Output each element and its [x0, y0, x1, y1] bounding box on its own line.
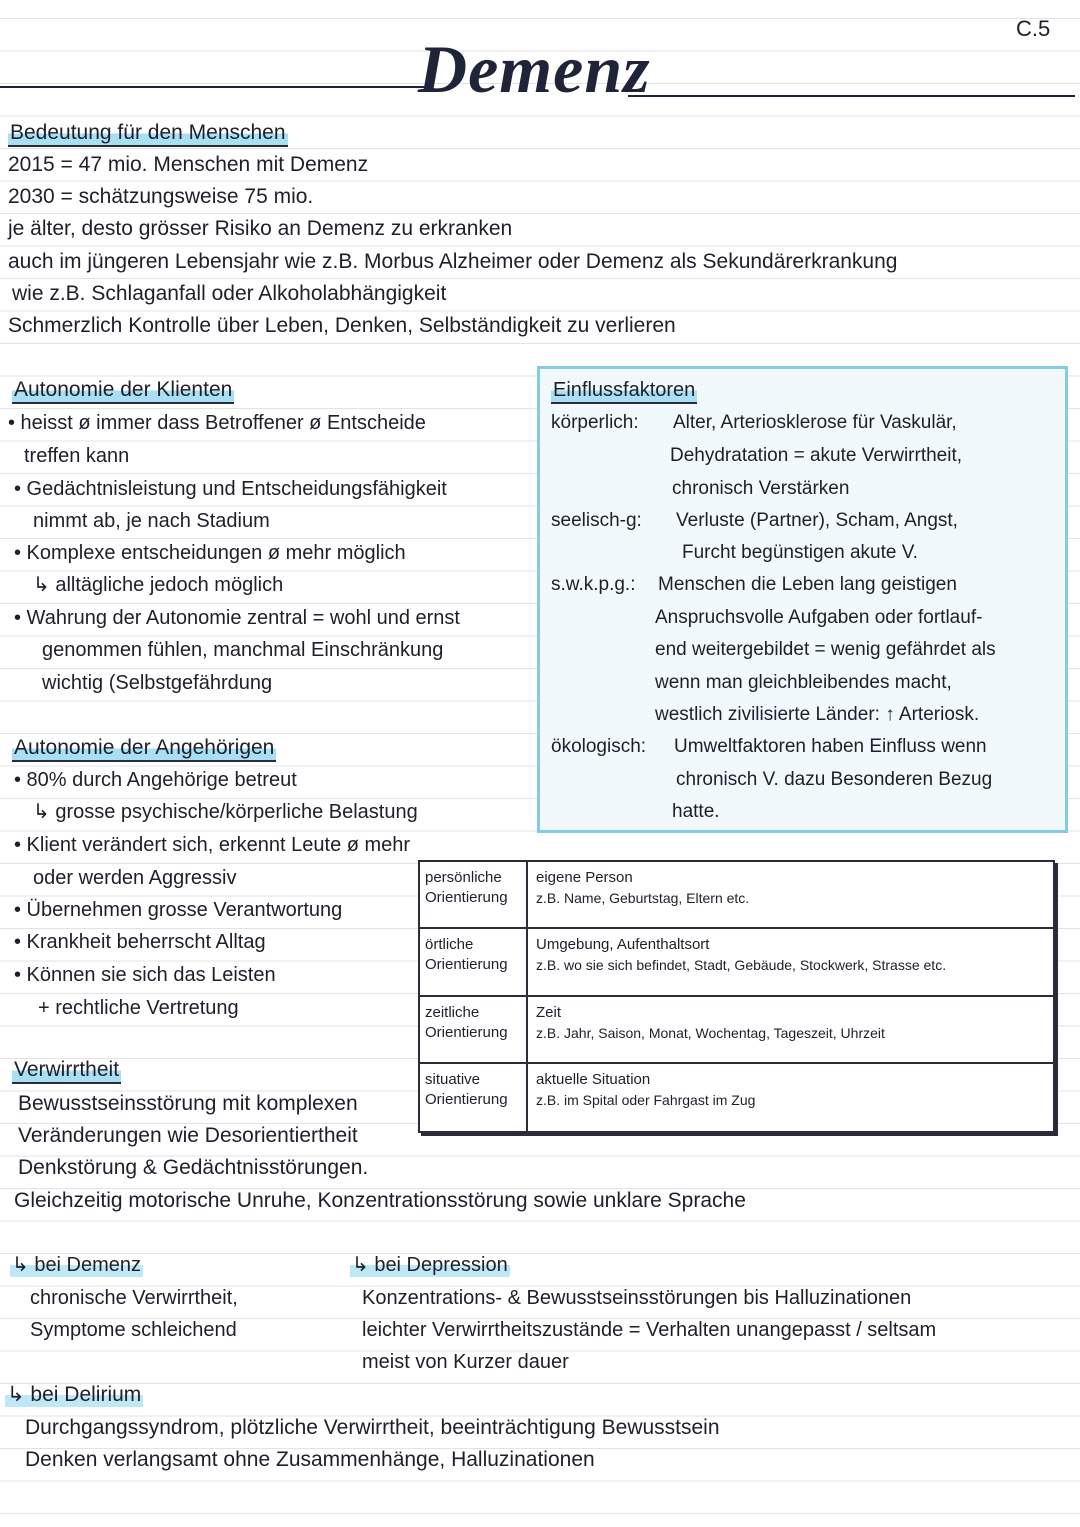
- text-line: Gleichzeitig motorische Unruhe, Konzentrationsstörung sowie unklare Sprache: [14, 1189, 746, 1212]
- list-item-continuation: treffen kann: [24, 445, 130, 467]
- factor-line: chronisch Verstärken: [672, 478, 850, 499]
- section-heading: Einflussfaktoren: [551, 378, 697, 404]
- orientation-type: örtliche: [425, 936, 474, 954]
- list-item: • heisst ø immer dass Betroffener ø Entscheide: [8, 412, 426, 434]
- orientation-word: Orientierung: [425, 956, 508, 974]
- section-heading: Verwirrtheit: [12, 1058, 121, 1084]
- subsection-heading: ↳ bei Demenz: [12, 1254, 142, 1276]
- text-line: Veränderungen wie Desorientiertheit: [18, 1124, 358, 1147]
- table-row-label: [420, 862, 528, 929]
- factor-label: körperlich:: [551, 412, 639, 433]
- list-item: • 80% durch Angehörige betreut: [14, 769, 297, 791]
- orientation-title: Umgebung, Aufenthaltsort: [536, 936, 710, 954]
- text-line: meist von Kurzer dauer: [362, 1351, 569, 1373]
- list-item: • Übernehmen grosse Verantwortung: [14, 899, 343, 921]
- orientation-word: Orientierung: [425, 1023, 508, 1041]
- subsection-heading: ↳ bei Depression: [352, 1254, 508, 1276]
- table-row-label: [420, 1064, 528, 1131]
- orientation-example: z.B. wo sie sich befindet, Stadt, Gebäude, Stockwerk, Strasse etc.: [536, 957, 947, 974]
- text-line: Konzentrations- & Bewusstseinsstörungen bis Halluzinationen: [362, 1287, 912, 1309]
- orientation-word: Orientierung: [425, 1090, 508, 1108]
- orientation-example: z.B. im Spital oder Fahrgast im Zug: [536, 1091, 756, 1108]
- factor-line: Umweltfaktoren haben Einfluss wenn: [674, 736, 987, 757]
- title-rule-right: [628, 95, 1075, 97]
- factor-line: Anspruchsvolle Aufgaben oder fortlauf-: [655, 607, 983, 628]
- factor-line: westlich zivilisierte Länder: ↑ Arteriosk.: [655, 704, 980, 725]
- subsection-heading: ↳ bei Delirium: [7, 1383, 142, 1406]
- text-line: auch im jüngeren Lebensjahr wie z.B. Morbus Alzheimer oder Demenz als Sekundärerkrankung: [8, 250, 898, 273]
- list-item-continuation: nimmt ab, je nach Stadium: [33, 510, 270, 532]
- factor-line: chronisch V. dazu Besonderen Bezug: [676, 769, 993, 790]
- factor-line: Verluste (Partner), Scham, Angst,: [676, 510, 958, 531]
- list-item-continuation: wichtig (Selbstgefährdung: [42, 672, 273, 694]
- table-row-label: [420, 997, 528, 1064]
- text-line: Denkstörung & Gedächtnisstörungen.: [18, 1156, 369, 1179]
- list-item-continuation: genommen fühlen, manchmal Einschränkung: [42, 639, 444, 661]
- table-row-content: [528, 997, 1053, 1064]
- list-item: • Komplexe entscheidungen ø mehr möglich: [14, 542, 406, 564]
- text-line: Denken verlangsamt ohne Zusammenhänge, Halluzinationen: [25, 1448, 595, 1471]
- list-item: • Gedächtnisleistung und Entscheidungsfähigkeit: [14, 478, 447, 500]
- factor-line: end weitergebildet = wenig gefährdet als: [655, 639, 996, 660]
- page-label: C.5: [1016, 16, 1051, 41]
- orientation-title: eigene Person: [536, 869, 633, 886]
- list-item: • Können sie sich das Leisten: [14, 964, 276, 986]
- text-line: leichter Verwirrtheitszustände = Verhalten unangepasst / seltsam: [362, 1319, 937, 1341]
- factor-line: hatte.: [672, 801, 720, 822]
- factor-line: Menschen die Leben lang geistigen: [658, 574, 957, 595]
- text-line: Durchgangssyndrom, plötzliche Verwirrtheit, beeinträchtigung Bewusstsein: [25, 1416, 720, 1439]
- factor-line: Alter, Arteriosklerose für Vaskulär,: [673, 412, 957, 433]
- title-rule-left: [0, 86, 428, 88]
- orientierung-table: [418, 860, 1055, 1133]
- orientation-example: z.B. Jahr, Saison, Monat, Wochentag, Tageszeit, Uhrzeit: [536, 1024, 885, 1041]
- list-item: • Wahrung der Autonomie zentral = wohl und ernst: [14, 607, 460, 629]
- text-line: Bewusstseinsstörung mit komplexen: [18, 1092, 358, 1115]
- text-line: Symptome schleichend: [30, 1319, 237, 1341]
- page-title: Demenz: [418, 31, 651, 107]
- factor-line: Dehydratation = akute Verwirrtheit,: [670, 445, 963, 466]
- orientation-type: zeitliche: [425, 1003, 480, 1021]
- list-item: • Klient verändert sich, erkennt Leute ø mehr: [14, 834, 411, 856]
- section-heading: Autonomie der Klienten: [12, 378, 234, 404]
- list-item-continuation: ↳ alltägliche jedoch möglich: [33, 574, 284, 596]
- text-line: je älter, desto grösser Risiko an Demenz zu erkranken: [8, 217, 513, 240]
- list-item-continuation: ↳ grosse psychische/körperliche Belastung: [33, 801, 418, 823]
- table-row-content: [528, 1064, 1053, 1131]
- section-heading: Bedeutung für den Menschen: [8, 121, 288, 147]
- orientation-example: z.B. Name, Geburtstag, Eltern etc.: [536, 890, 750, 906]
- factor-label: s.w.k.p.g.:: [551, 574, 636, 595]
- table-row-content: [528, 862, 1053, 929]
- list-item: • Krankheit beherrscht Alltag: [14, 931, 266, 953]
- orientation-type: situative: [425, 1070, 481, 1088]
- text-line: Schmerzlich Kontrolle über Leben, Denken, Selbständigkeit zu verlieren: [8, 314, 676, 337]
- orientation-type: persönliche: [425, 869, 502, 886]
- text-line: chronische Verwirrtheit,: [30, 1287, 238, 1309]
- table-row-label: [420, 929, 528, 996]
- list-item-continuation: oder werden Aggressiv: [33, 867, 237, 889]
- text-line: 2030 = schätzungsweise 75 mio.: [8, 185, 314, 208]
- factor-label: ökologisch:: [551, 736, 647, 757]
- orientation-title: Zeit: [536, 1003, 562, 1021]
- text-line: 2015 = 47 mio. Menschen mit Demenz: [8, 153, 369, 176]
- text-line: wie z.B. Schlaganfall oder Alkoholabhängigkeit: [12, 282, 447, 305]
- orientation-title: aktuelle Situation: [536, 1070, 651, 1088]
- section-heading: Autonomie der Angehörigen: [12, 736, 276, 762]
- factor-line: wenn man gleichbleibendes macht,: [655, 672, 952, 693]
- list-item-continuation: + rechtliche Vertretung: [38, 997, 239, 1019]
- factor-line: Furcht begünstigen akute V.: [682, 542, 918, 563]
- orientation-word: Orientierung: [425, 889, 508, 906]
- table-row-content: [528, 929, 1053, 996]
- factor-label: seelisch-g:: [551, 510, 642, 531]
